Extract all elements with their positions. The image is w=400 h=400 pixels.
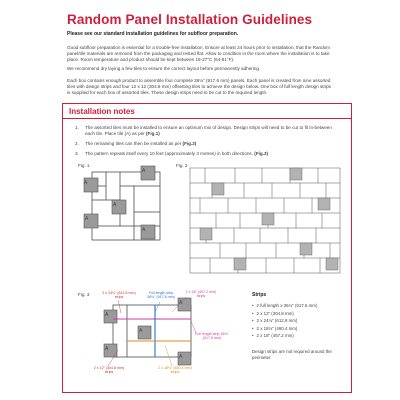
strips-list xyxy=(252,302,317,340)
intro-paragraph-3: Each box contains enough product to assemble four complete 36⅛" (917.6 mm) panels. Each panel is created from nine assorted tiles with design strips and four 12 x 12 (304.8 mm) offsetting tiles to achieve the design below. One box of full length design strips is supplied for each box of assorted tiles. These design strips need to be cut to the required length. xyxy=(67,78,331,95)
fig3-tile-label: A xyxy=(105,312,109,318)
page-subtitle: Please see our standard installation guidelines for subfloor preparation. xyxy=(67,31,239,37)
strips-heading: Strips xyxy=(252,292,267,298)
fig3-tile-label: A xyxy=(105,346,109,352)
fig3-callout-18-strips: 2 x 18" (457.2 mm) strips xyxy=(185,290,217,299)
fig3-tiles-a xyxy=(104,298,191,365)
fig1-tile-label: A xyxy=(84,180,88,186)
strip-item: • 2 full length x 36⅛" (917.6 mm) xyxy=(252,302,317,310)
fig3-callout-18-1-8-strips: 2 x 18⅛" (460.4 mm) strips xyxy=(158,366,192,375)
note-number: 1. xyxy=(75,125,79,130)
strip-item: • 2 x 18⅛" (460.4 mm) xyxy=(252,325,317,333)
note-number: 3. xyxy=(75,151,79,156)
fig2-tiles-a xyxy=(200,168,338,270)
fig1-tile-label: A xyxy=(142,168,146,174)
page-title: Random Panel Installation Guidelines xyxy=(67,12,313,27)
fig1-tile-label: A xyxy=(113,202,117,208)
fig3-callout-full-length-right: Full length strip 36⅛" (917.6 mm) xyxy=(195,332,229,341)
fig3-label: Fig. 3 xyxy=(78,292,90,297)
note-text: The pattern repeats itself every 10 feet (approximately 3 metres) in both directions. (Fig.3) xyxy=(85,151,269,156)
fig3-diagram xyxy=(113,305,191,357)
note-number: 2. xyxy=(75,141,79,146)
note-text: The remaining tiles can then be installed as per (Fig.2) xyxy=(85,141,197,146)
fig3-callout-24-strips: 2 x 24⅛" (612.8 mm) strips xyxy=(102,291,136,300)
strips-note: Design strips are not required around the perimeter. xyxy=(252,349,332,360)
strip-item: • 2 x 12" (304.8 mm) xyxy=(252,310,317,318)
strip-item: • 2 x 24⅛" (612.8 mm) xyxy=(252,317,317,325)
fig1-tile-label: A xyxy=(85,216,89,222)
fig3-callout-12-strips: 2 x 12" (304.8 mm) strips xyxy=(93,366,125,375)
fig2-label: Fig. 2 xyxy=(176,163,188,168)
note-text: The assorted tiles must be installed to ensure an optimum mix of design. Design strips will need to be cut to fit in-between each tile. Place tile (A) as per (Fig.1) xyxy=(85,125,332,136)
fig3-tile-label: A xyxy=(179,300,183,306)
fig1-tile-label: A xyxy=(142,227,146,233)
fig3-callout-full-length-top: Full length strip 36⅛" (917.6 mm) xyxy=(147,291,175,300)
installation-notes-title: Installation notes xyxy=(69,107,135,116)
fig3-tile-label: A xyxy=(179,354,183,360)
fig3-strip-highlights xyxy=(113,305,191,357)
fig1-label: Fig. 1 xyxy=(78,163,90,168)
intro-paragraph-1: Good subfloor preparation is essential for a trouble-free installation. Ensure at least 24 hours prior to installation, that the Random panel/tile materials are removed from the packaging and rested flat. Allow to condition in the room where the installation is to take place. Room temperature and product should be kept between 18-27°C (64-81°F). xyxy=(67,45,331,62)
strip-item: • 2 x 18" (457.2 mm) xyxy=(252,332,317,340)
fig3-tile-label: A xyxy=(139,328,143,334)
intro-paragraph-2: We recommend dry laying a few tiles to ensure the correct layout before permanently adhering. xyxy=(67,66,261,71)
